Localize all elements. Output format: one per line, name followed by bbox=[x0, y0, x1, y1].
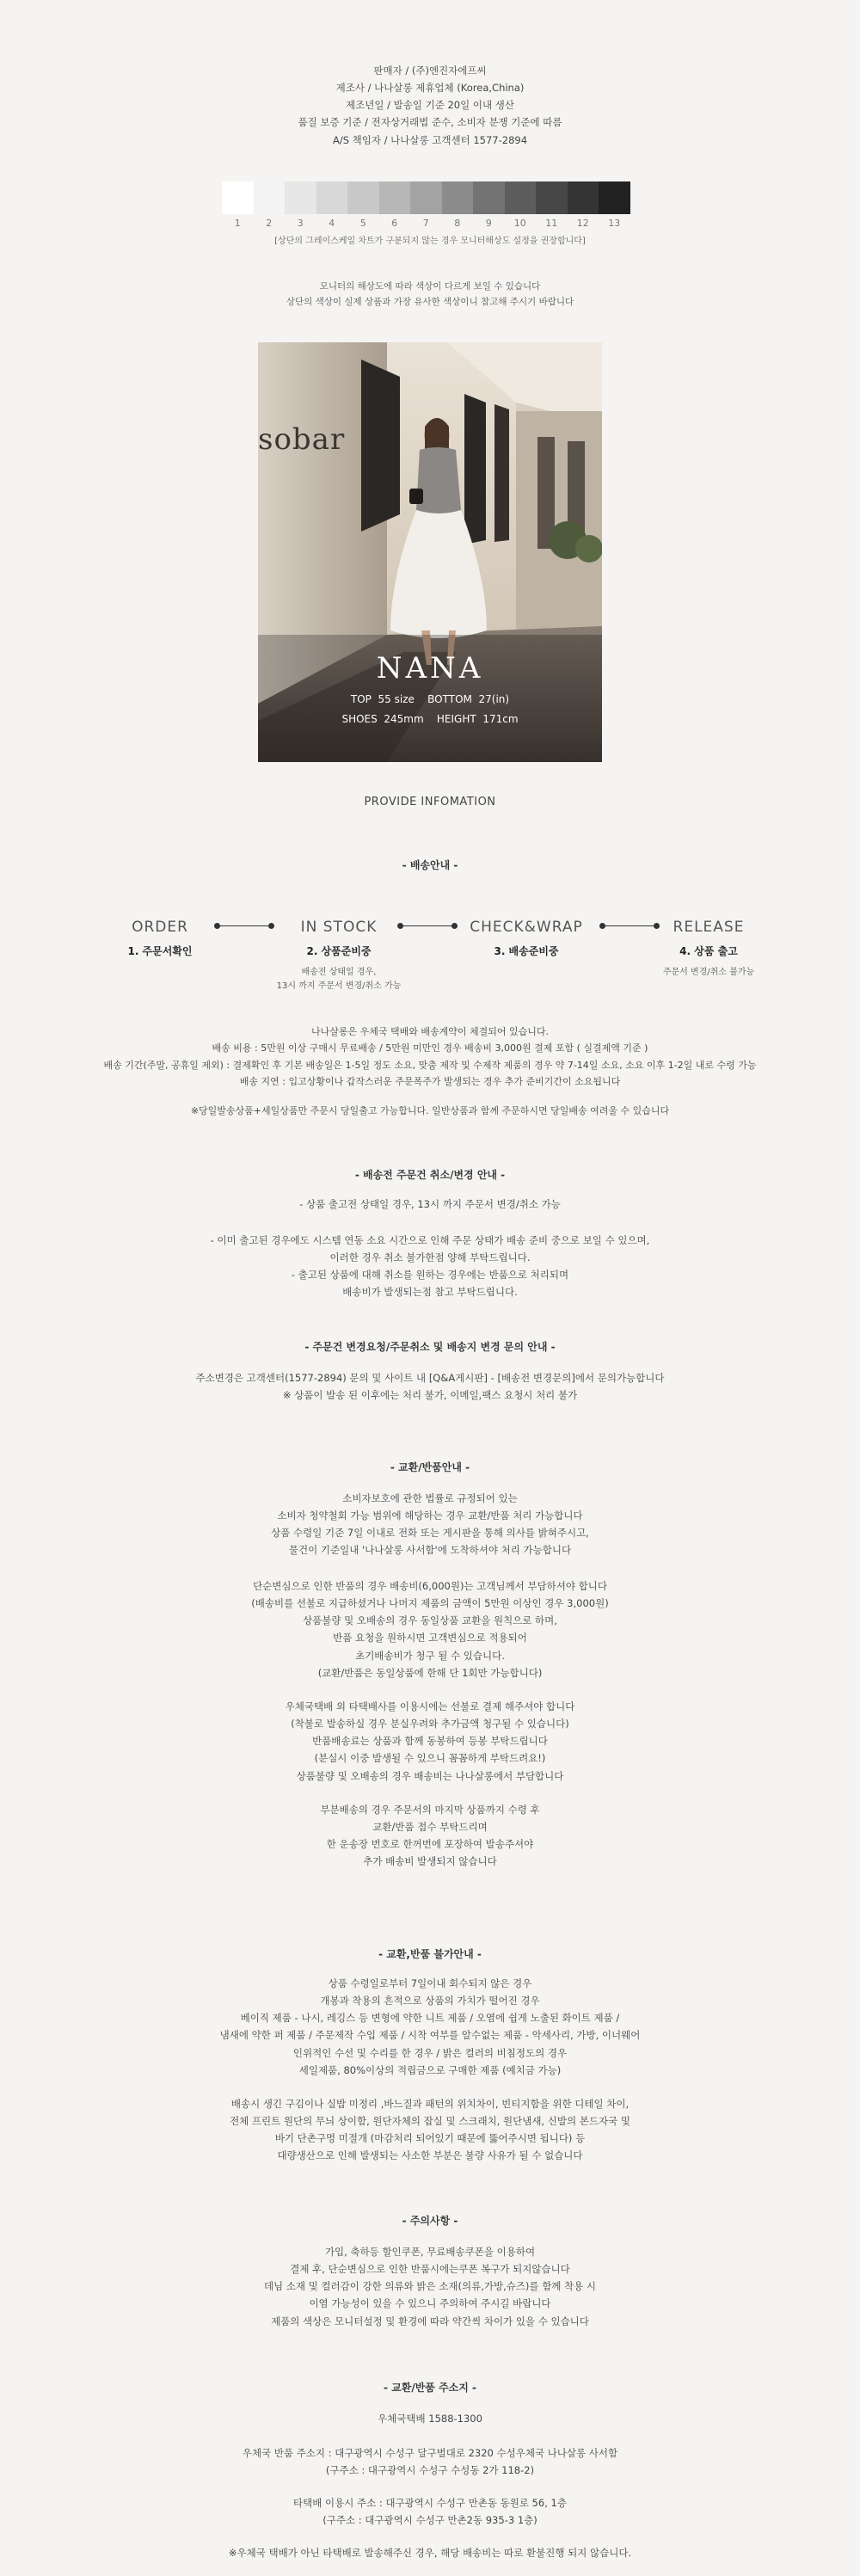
cancel-line: - 상품 출고전 상태일 경우, 13시 까지 주문서 변경/취소 가능 bbox=[299, 1198, 561, 1210]
address-line: (구주소 : 대구광역시 수성구 만촌2동 935-3 1층) bbox=[322, 2514, 538, 2527]
no-exchange-line: 개봉과 착용의 흔적으로 상품의 가치가 떨어진 경우 bbox=[320, 1995, 540, 2007]
inquiry-line: 주소변경은 고객센터(1577-2894) 문의 및 사이트 내 [Q&A게시판] - [배송전 변경문의]에서 문의가능합니다 bbox=[195, 1372, 665, 1384]
shipping-line: 배송 지연 : 입고상황이나 갑작스러운 주문폭주가 발생되는 경우 추가 준비기간이 소요됩니다 bbox=[239, 1075, 621, 1087]
cancel-details bbox=[0, 1232, 860, 1301]
exchange-line: 초기배송비가 청구 될 수 있습니다. bbox=[355, 1649, 505, 1662]
grayscale-label: 8 bbox=[454, 218, 461, 229]
shipping-line: 배송 기간(주말, 공휴일 제외) : 결제확인 후 기본 배송일은 1-5일 정도 소요, 맞춤 제작 및 수제작 제품의 경우 약 7-14일 소요, 소요 이후 1-2일 내로 수령 가능 bbox=[103, 1059, 757, 1071]
step-ko: 4. 상품 출고 bbox=[679, 944, 738, 957]
grayscale-label: 6 bbox=[391, 218, 398, 229]
grayscale-swatch bbox=[505, 181, 537, 214]
seller-info bbox=[0, 62, 860, 149]
exchange-para-1 bbox=[0, 1490, 860, 1559]
no-exchange-line: 상품 수령일로부터 7일이내 회수되지 않은 경우 bbox=[328, 1977, 532, 1989]
step-en: CHECK&WRAP bbox=[470, 919, 583, 936]
grayscale-swatch bbox=[316, 181, 348, 214]
step-connector bbox=[602, 925, 657, 927]
model-specs-line: SHOES 245mm HEIGHT 171cm bbox=[341, 712, 519, 725]
cancel-detail-line: 배송비가 발생되는점 참고 부탁드립니다. bbox=[342, 1286, 518, 1299]
grayscale-swatch bbox=[473, 181, 505, 214]
grayscale-note: [상단의 그레이스케일 차트가 구분되지 않는 경우 모니터해상도 설정을 권장합니다] bbox=[274, 237, 586, 246]
address-line: 우체국 반품 주소지 : 대구광역시 수성구 달구벌대로 2320 수성우체국 나나살롱 사서함 bbox=[242, 2447, 618, 2459]
grayscale-swatch bbox=[254, 181, 286, 214]
no-exchange-line: 바기 단촌구멍 미절개 (마감처리 되어있기 때문에 뚫어주시면 됩니다) 등 bbox=[274, 2132, 586, 2145]
grayscale-label: 1 bbox=[234, 218, 241, 229]
grayscale-swatch bbox=[568, 181, 599, 214]
grayscale-labels bbox=[222, 215, 630, 231]
monitor-note bbox=[0, 279, 860, 310]
grayscale-label: 10 bbox=[513, 218, 526, 229]
address-line: (구주소 : 대구광역시 수성구 수성동 2가 118-2) bbox=[325, 2464, 535, 2477]
exchange-line: 소비자 청약철회 가능 범위에 해당하는 경우 교환/반품 처리 가능합니다 bbox=[277, 1509, 583, 1522]
exchange-line: 상품 수령일 기준 7일 이내로 전화 또는 게시판을 통해 의사를 밝혀주시고, bbox=[271, 1527, 589, 1540]
caution-line: 이염 가능성이 있을 수 있으니 주의하여 주시길 바랍니다 bbox=[309, 2297, 551, 2310]
no-exchange-line: 베이직 제품 - 나시, 레깅스 등 변형에 약한 니트 제품 / 오염에 쉽게 노출된 화이트 제품 / bbox=[240, 2012, 620, 2025]
model-name: NANA bbox=[376, 651, 484, 685]
grayscale-label: 13 bbox=[608, 218, 621, 229]
exchange-line: 상품불량 및 오배송의 경우 동일상품 교환을 원칙으로 하며, bbox=[303, 1614, 557, 1627]
monitor-note-line: 모니터의 해상도에 따라 색상이 다르게 보일 수 있습니다 bbox=[319, 281, 541, 292]
grayscale-swatch bbox=[410, 181, 442, 214]
grayscale-swatch bbox=[222, 181, 254, 214]
grayscale-label: 9 bbox=[485, 218, 492, 229]
step-ko: 3. 배송준비중 bbox=[494, 944, 559, 957]
no-exchange-line: 전체 프린트 원단의 무늬 상이함, 원단자체의 잡실 및 스크래치, 원단냄새, 신발의 본드자국 및 bbox=[230, 2115, 630, 2128]
grayscale-label: 5 bbox=[359, 218, 366, 229]
cancel-detail-line: - 이미 출고된 경우에도 시스템 연동 소요 시간으로 인해 주문 상태가 배송 준비 중으로 보일 수 있으며, bbox=[210, 1234, 650, 1246]
shipping-line: 배송 비용 : 5만원 이상 구매시 무료배송 / 5만원 미만인 경우 배송비 3,000원 결제 포함 ( 실결제액 기준 ) bbox=[212, 1042, 648, 1054]
step-release bbox=[640, 915, 777, 980]
address-line: 타택배 이용시 주소 : 대구광역시 수성구 만촌동 동원로 56, 1층 bbox=[293, 2497, 567, 2509]
no-exchange-line: 냄새에 약한 퍼 제품 / 주문제작 수입 제품 / 시착 여부를 알수없는 제품 - 악세사리, 가방, 이너웨어 bbox=[219, 2029, 641, 2042]
shipping-line: 나나살롱은 우체국 택배와 배송계약이 체결되어 있습니다. bbox=[310, 1026, 549, 1037]
inquiry-line: ※ 상품이 발송 된 이후에는 처리 불가, 이메일,팩스 요청시 처리 불가 bbox=[282, 1389, 578, 1402]
cancel-detail-line: 이러한 경우 취소 불가한점 양해 부탁드립니다. bbox=[329, 1251, 531, 1264]
seller-line: 판매자 / (주)엔진자에프씨 bbox=[373, 65, 487, 77]
exchange-para-4 bbox=[0, 1801, 860, 1871]
no-exchange-line: 대량생산으로 인해 발생되는 사소한 부분은 불량 사유가 될 수 없습니다 bbox=[277, 2149, 583, 2162]
step-desc: 주문서 변경/취소 불가능 bbox=[662, 967, 755, 977]
no-exchange-para-1 bbox=[0, 1975, 860, 2079]
exchange-line: (착불로 발송하실 경우 분실우려와 추가금액 청구될 수 있습니다) bbox=[291, 1718, 569, 1731]
grayscale-label: 2 bbox=[266, 218, 273, 229]
no-exchange-line: 배송시 생긴 구김이나 실밥 미정리 ,바느질과 패턴의 위치차이, 빈티지함을 위한 디테일 차이, bbox=[230, 2098, 630, 2110]
step-order bbox=[91, 915, 229, 961]
other-courier-address bbox=[0, 2494, 860, 2529]
model-specs bbox=[258, 690, 602, 729]
seller-line: 제조년일 / 발송일 기준 20일 이내 생산 bbox=[346, 99, 514, 112]
caution-line: 결제 후, 단순변심으로 인한 반품시에는쿠폰 복구가 되지않습니다 bbox=[290, 2263, 570, 2276]
shipping-note: ※당일발송상품+세일상품만 주문시 당일출고 가능합니다. 일반상품과 함께 주문하시면 당일배송 여려울 수 있습니다 bbox=[190, 1105, 670, 1116]
exchange-line: 소비자보호에 관한 법률로 규정되어 있는 bbox=[342, 1492, 518, 1504]
exchange-line: 물건이 기준일내 '나나살롱 사서함'에 도착하셔야 처리 가능합니다 bbox=[288, 1544, 572, 1557]
inquiry-details bbox=[0, 1369, 860, 1404]
exchange-line: (교환/반품은 동일상품에 한해 단 1회만 가능합니다) bbox=[317, 1666, 543, 1679]
no-exchange-para-2 bbox=[0, 2095, 860, 2165]
exchange-para-2 bbox=[0, 1577, 860, 1681]
caution-title: - 주의사항 - bbox=[402, 2215, 458, 2227]
seller-line: A/S 책임자 / 나나살롱 고객센터 1577-2894 bbox=[332, 133, 528, 146]
exchange-line: 반품배송료는 상품과 함께 동봉하여 등봉 부탁드립니다 bbox=[312, 1735, 548, 1748]
monitor-note-line: 상단의 색상이 실제 상품과 가장 유사한 색상이니 참고해 주시기 바랍니다 bbox=[286, 297, 574, 308]
exchange-line: 우체국택배 외 타택배사를 이용시에는 선불로 결제 해주셔야 합니다 bbox=[285, 1700, 575, 1712]
cancel-title: - 배송전 주문건 취소/변경 안내 - bbox=[354, 1169, 506, 1181]
caution-line: 데님 소재 및 컬러감이 강한 의류와 밝은 소재(의류,가방,슈즈)를 함께 착용 시 bbox=[263, 2280, 597, 2293]
grayscale-chart bbox=[222, 181, 630, 214]
caution-details bbox=[0, 2243, 860, 2330]
provide-info-title: PROVIDE INFOMATION bbox=[364, 796, 496, 808]
brand-logo-text: sobar bbox=[258, 422, 346, 457]
exchange-line: 교환/반품 접수 부탁드리며 bbox=[372, 1821, 488, 1834]
exchange-line: 반품 요청을 원하시면 고객변심으로 적용되어 bbox=[333, 1632, 527, 1645]
address-note: ※우체국 택배가 아닌 타택배로 발송해주신 경우, 해당 배송비는 따로 환불진행 되지 않습니다. bbox=[228, 2547, 632, 2559]
model-specs-line: TOP 55 size BOTTOM 27(in) bbox=[350, 693, 510, 705]
grayscale-label: 12 bbox=[576, 218, 589, 229]
grayscale-swatch bbox=[442, 181, 474, 214]
step-ko: 2. 상품준비중 bbox=[306, 944, 372, 957]
shipping-details bbox=[0, 1024, 860, 1090]
grayscale-swatch bbox=[599, 181, 630, 214]
address-title: - 교환/반품 주소지 - bbox=[383, 2382, 477, 2394]
seller-line: 제조사 / 나나살롱 제휴업체 (Korea,China) bbox=[335, 82, 525, 95]
caution-line: 제품의 색상은 모니터설정 및 환경에 따라 약간씩 차이가 있을 수 있습니다 bbox=[271, 2315, 589, 2327]
exchange-line: 상품불량 및 오배송의 경우 배송비는 나나살롱에서 부담합니다 bbox=[296, 1769, 564, 1782]
step-check-wrap bbox=[458, 915, 595, 961]
no-exchange-line: 인위적인 수선 및 수리를 한 경우 / 밝은 컬러의 비침정도의 경우 bbox=[292, 2046, 568, 2059]
step-ko: 1. 주문서확인 bbox=[127, 944, 193, 957]
cancel-detail-line: - 출고된 상품에 대해 취소를 원하는 경우에는 반품으로 처리되며 bbox=[291, 1269, 569, 1282]
no-exchange-line: 세일제품, 80%이상의 적립금으로 구매한 제품 (예치금 가능) bbox=[298, 2063, 562, 2076]
grayscale-swatch bbox=[536, 181, 568, 214]
caution-line: 가입, 축하등 할인쿠폰, 무료배송쿠폰을 이용하여 bbox=[324, 2246, 536, 2258]
exchange-line: (배송비를 선불로 지급하셨거나 나머지 제품의 금액이 5만원 이상인 경우 3,000원) bbox=[251, 1597, 609, 1610]
step-en: RELEASE bbox=[673, 919, 745, 936]
step-en: IN STOCK bbox=[300, 919, 378, 936]
exchange-line: 한 운송장 번호로 한꺼번에 포장하여 발송주셔야 bbox=[326, 1838, 534, 1851]
post-address bbox=[0, 2444, 860, 2479]
grayscale-label: 3 bbox=[297, 218, 304, 229]
grayscale-label: 7 bbox=[422, 218, 429, 229]
exchange-para-3 bbox=[0, 1698, 860, 1785]
exchange-line: 추가 배송비 발생되지 않습니다 bbox=[363, 1855, 497, 1868]
step-en: ORDER bbox=[132, 919, 188, 936]
exchange-line: (분실시 이중 발생될 수 있으니 꼼꼼하게 부탁드려요!) bbox=[314, 1752, 546, 1765]
grayscale-label: 11 bbox=[545, 218, 558, 229]
grayscale-swatch bbox=[347, 181, 379, 214]
shipping-title: - 배송안내 - bbox=[402, 859, 458, 871]
inquiry-title: - 주문건 변경요청/주문취소 및 배송지 변경 문의 안내 - bbox=[304, 1341, 556, 1353]
courier-phone: 우체국택배 1588-1300 bbox=[378, 2413, 482, 2425]
step-desc: 배송전 상태일 경우, 13시 까지 주문서 변경/취소 가능 bbox=[276, 967, 402, 991]
step-in-stock bbox=[270, 915, 408, 993]
grayscale-label: 4 bbox=[329, 218, 335, 229]
grayscale-swatch bbox=[285, 181, 316, 214]
no-exchange-title: - 교환,반품 불가안내 - bbox=[378, 1948, 482, 1960]
exchange-line: 부분배송의 경우 주문서의 마지막 상품까지 수령 후 bbox=[320, 1804, 540, 1816]
exchange-line: 단순변심으로 인한 반품의 경우 배송비(6,000원)는 고객님께서 부담하셔야 합니다 bbox=[253, 1580, 607, 1592]
step-connector bbox=[217, 925, 272, 927]
grayscale-swatch bbox=[379, 181, 411, 214]
seller-line: 품질 보증 기준 / 전자상거래법 준수, 소비자 분쟁 기준에 따름 bbox=[298, 116, 562, 129]
exchange-title: - 교환/반품안내 - bbox=[390, 1461, 470, 1473]
step-connector bbox=[400, 925, 455, 927]
model-photo bbox=[258, 342, 602, 762]
